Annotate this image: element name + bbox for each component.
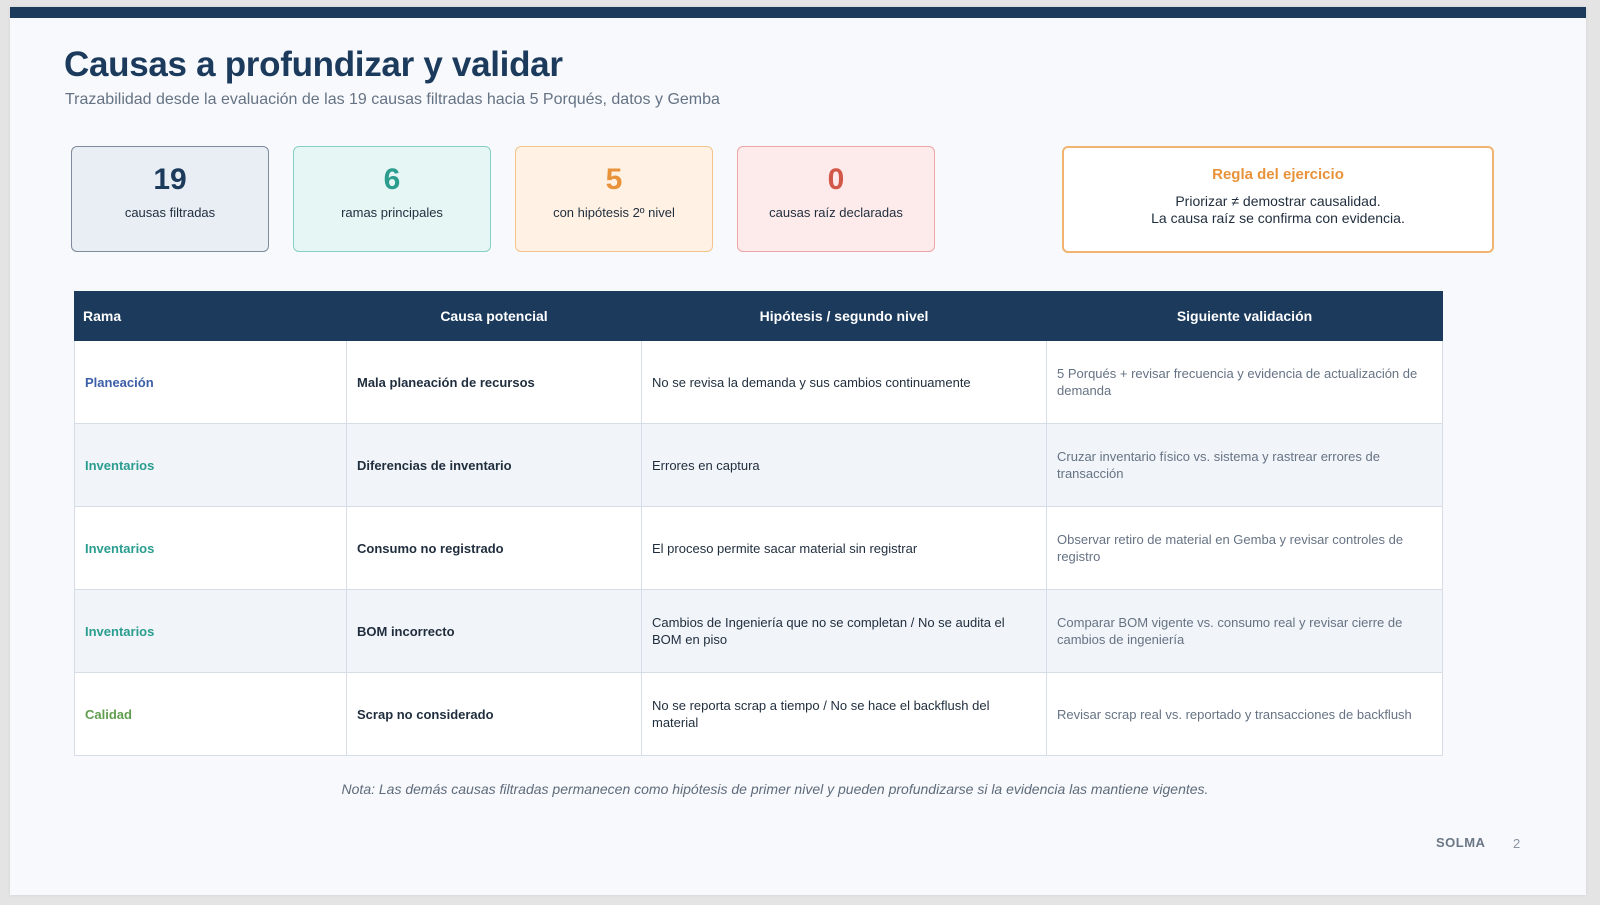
stat-label: ramas principales (341, 205, 443, 220)
cell-causa: Diferencias de inventario (347, 424, 642, 507)
footnote: Nota: Las demás causas filtradas permanecen como hipótesis de primer nivel y pueden profundizarse si la evidencia las mantiene vigentes. (341, 781, 1209, 797)
slide (10, 7, 1586, 895)
cell-hipotesis: Errores en captura (642, 424, 1047, 507)
cell-causa: Mala planeación de recursos (347, 341, 642, 424)
header-siguiente-validacion: Siguiente validación (1047, 292, 1443, 341)
stat-value: 0 (827, 163, 845, 196)
rule-line-1: Priorizar ≠ demostrar causalidad. (1175, 193, 1381, 209)
header-rama: Rama (75, 292, 347, 341)
cell-causa: Scrap no considerado (347, 673, 642, 756)
cell-hipotesis: El proceso permite sacar material sin registrar (642, 507, 1047, 590)
cell-rama: Inventarios (75, 590, 347, 673)
stat-label: causas filtradas (124, 205, 216, 220)
page-number: 2 (1513, 836, 1521, 851)
cell-validacion: Revisar scrap real vs. reportado y transacciones de backflush (1047, 673, 1443, 756)
cell-rama: Inventarios (75, 424, 347, 507)
stat-label: con hipótesis 2º nivel (553, 205, 675, 220)
cell-rama: Calidad (75, 673, 347, 756)
cell-causa: Consumo no registrado (347, 507, 642, 590)
header-causa-potencial: Causa potencial (347, 292, 642, 341)
cell-rama: Planeación (75, 341, 347, 424)
table-row (75, 590, 1443, 673)
table-row (75, 507, 1443, 590)
cell-hipotesis: No se revisa la demanda y sus cambios continuamente (642, 341, 1047, 424)
page-subtitle: Trazabilidad desde la evaluación de las 19 causas filtradas hacia 5 Porqués, datos y Gemba (65, 91, 720, 108)
table-row (75, 341, 1443, 424)
cell-causa: BOM incorrecto (347, 590, 642, 673)
rule-line-2: La causa raíz se confirma con evidencia. (1151, 210, 1405, 226)
causes-table (74, 291, 1443, 756)
table-row (75, 673, 1443, 756)
cell-validacion: Observar retiro de material en Gemba y revisar controles de registro (1047, 507, 1443, 590)
top-accent-bar (10, 7, 1586, 18)
cell-validacion: Comparar BOM vigente vs. consumo real y revisar cierre de cambios de ingeniería (1047, 590, 1443, 673)
stat-value: 5 (605, 163, 623, 196)
cell-validacion: Cruzar inventario físico vs. sistema y rastrear errores de transacción (1047, 424, 1443, 507)
brand-label: SOLMA (1436, 835, 1486, 850)
cell-rama: Inventarios (75, 507, 347, 590)
rule-title: Regla del ejercicio (1212, 166, 1344, 183)
cell-validacion: 5 Porqués + revisar frecuencia y evidencia de actualización de demanda (1047, 341, 1443, 424)
header-hipotesis: Hipótesis / segundo nivel (642, 292, 1047, 341)
rule-callout (1062, 146, 1494, 253)
stat-card-ramas-principales (293, 146, 491, 252)
stat-value: 6 (383, 163, 401, 196)
table-row (75, 424, 1443, 507)
page-title: Causas a profundizar y validar (64, 45, 563, 84)
stat-card-causas-raiz (737, 146, 935, 252)
stat-card-hipotesis-segundo-nivel (515, 146, 713, 252)
table-header-row (75, 292, 1443, 341)
stat-card-causas-filtradas (71, 146, 269, 252)
stat-value: 19 (153, 163, 187, 196)
cell-hipotesis: No se reporta scrap a tiempo / No se hace el backflush del material (642, 673, 1047, 756)
stat-label: causas raíz declaradas (769, 205, 903, 220)
cell-hipotesis: Cambios de Ingeniería que no se completan / No se audita el BOM en piso (642, 590, 1047, 673)
